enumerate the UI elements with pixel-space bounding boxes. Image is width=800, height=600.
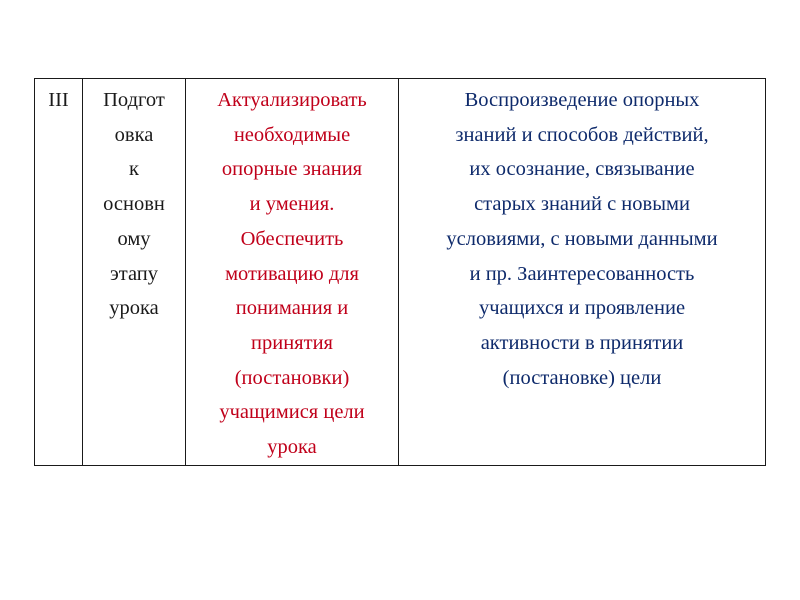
goal-line: необходимые [233, 123, 351, 146]
stage-name-line: к [129, 158, 139, 181]
task-line: учащихся и проявление [478, 297, 686, 320]
goal-line: учащимися цели [219, 401, 365, 424]
task-line: активности в принятии [480, 331, 684, 354]
task-line: (постановке) цели [502, 366, 662, 389]
goal-line: урока [267, 436, 317, 459]
task-line: Воспроизведение опорных [464, 89, 700, 111]
stage-name-line: ому [117, 227, 151, 250]
stage-name-line: урока [109, 297, 159, 320]
stage-goal-cell [186, 79, 399, 466]
goal-line: опорные знания [221, 158, 363, 181]
goal-line: (постановки) [234, 366, 350, 389]
task-line: и пр. Заинтересованность [469, 262, 695, 285]
stage-name-line: овка [114, 123, 154, 146]
stage-name-line: этапу [109, 262, 159, 285]
goal-line: Актуализировать [217, 89, 367, 111]
task-line: старых знаний с новыми [474, 193, 690, 216]
goal-line: мотивацию для [225, 262, 359, 285]
goal-line: принятия [251, 331, 333, 354]
stage-number-cell [35, 79, 83, 466]
stage-name-cell [83, 79, 186, 466]
goal-line: и умения. [249, 193, 335, 216]
table-row [35, 79, 766, 466]
goal-line: Обеспечить [240, 227, 344, 250]
task-line: условиями, с новыми данными [446, 227, 718, 250]
task-line: знаний и способов действий, [455, 123, 709, 146]
goal-line: понимания и [235, 297, 349, 320]
task-line: их осознание, связывание [469, 158, 695, 181]
lesson-stage-table [34, 78, 766, 466]
stage-name-line: основн [103, 193, 165, 216]
stage-number: III [48, 89, 69, 111]
stage-task-cell [399, 79, 766, 466]
stage-name-line: Подгот [103, 89, 165, 111]
